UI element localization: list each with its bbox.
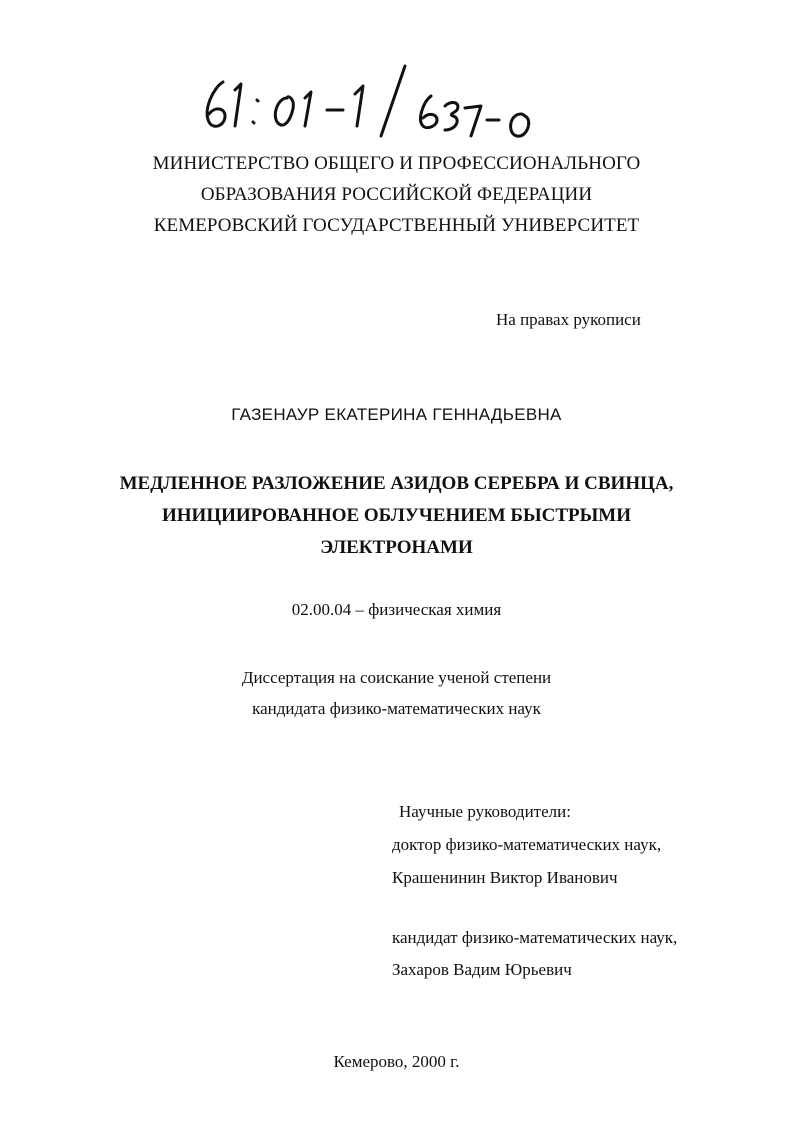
handwritten-archive-number: [195, 60, 555, 140]
supervisor-degree: кандидат физико-математических наук,: [392, 928, 678, 947]
supervisor-name: Крашенинин Виктор Иванович: [392, 868, 618, 887]
dissertation-statement: [0, 662, 793, 724]
thesis-title: [0, 468, 793, 564]
ministry-header: [0, 148, 793, 241]
title-line: ИНИЦИИРОВАННОЕ ОБЛУЧЕНИЕМ БЫСТРЫМИ: [162, 505, 631, 526]
supervisor-degree: доктор физико-математических наук,: [392, 835, 662, 854]
author-name: ГАЗЕНАУР ЕКАТЕРИНА ГЕННАДЬЕВНА: [231, 405, 562, 424]
ministry-line: МИНИСТЕРСТВО ОБЩЕГО И ПРОФЕССИОНАЛЬНОГО: [152, 153, 641, 174]
title-line: МЕДЛЕННОЕ РАЗЛОЖЕНИЕ АЗИДОВ СЕРЕБРА И СВИНЦА,: [119, 473, 674, 494]
supervisors-heading: Научные руководители:: [399, 802, 571, 821]
title-line: ЭЛЕКТРОНАМИ: [320, 537, 473, 558]
supervisor-name: Захаров Вадим Юрьевич: [392, 960, 572, 979]
specialty-code: 02.00.04 – физическая химия: [291, 600, 502, 619]
city-year: Кемерово, 2000 г.: [333, 1052, 460, 1071]
dissertation-line: Диссертация на соискание ученой степени: [241, 668, 552, 687]
dissertation-line: кандидата физико-математических наук: [252, 699, 541, 718]
ministry-line: ОБРАЗОВАНИЯ РОССИЙСКОЙ ФЕДЕРАЦИИ: [200, 184, 593, 205]
rights-note: На правах рукописи: [496, 310, 641, 329]
second-supervisor-block: [392, 922, 677, 986]
university-line: КЕМЕРОВСКИЙ ГОСУДАРСТВЕННЫЙ УНИВЕРСИТЕТ: [153, 215, 640, 236]
supervisors-block: [392, 795, 661, 894]
